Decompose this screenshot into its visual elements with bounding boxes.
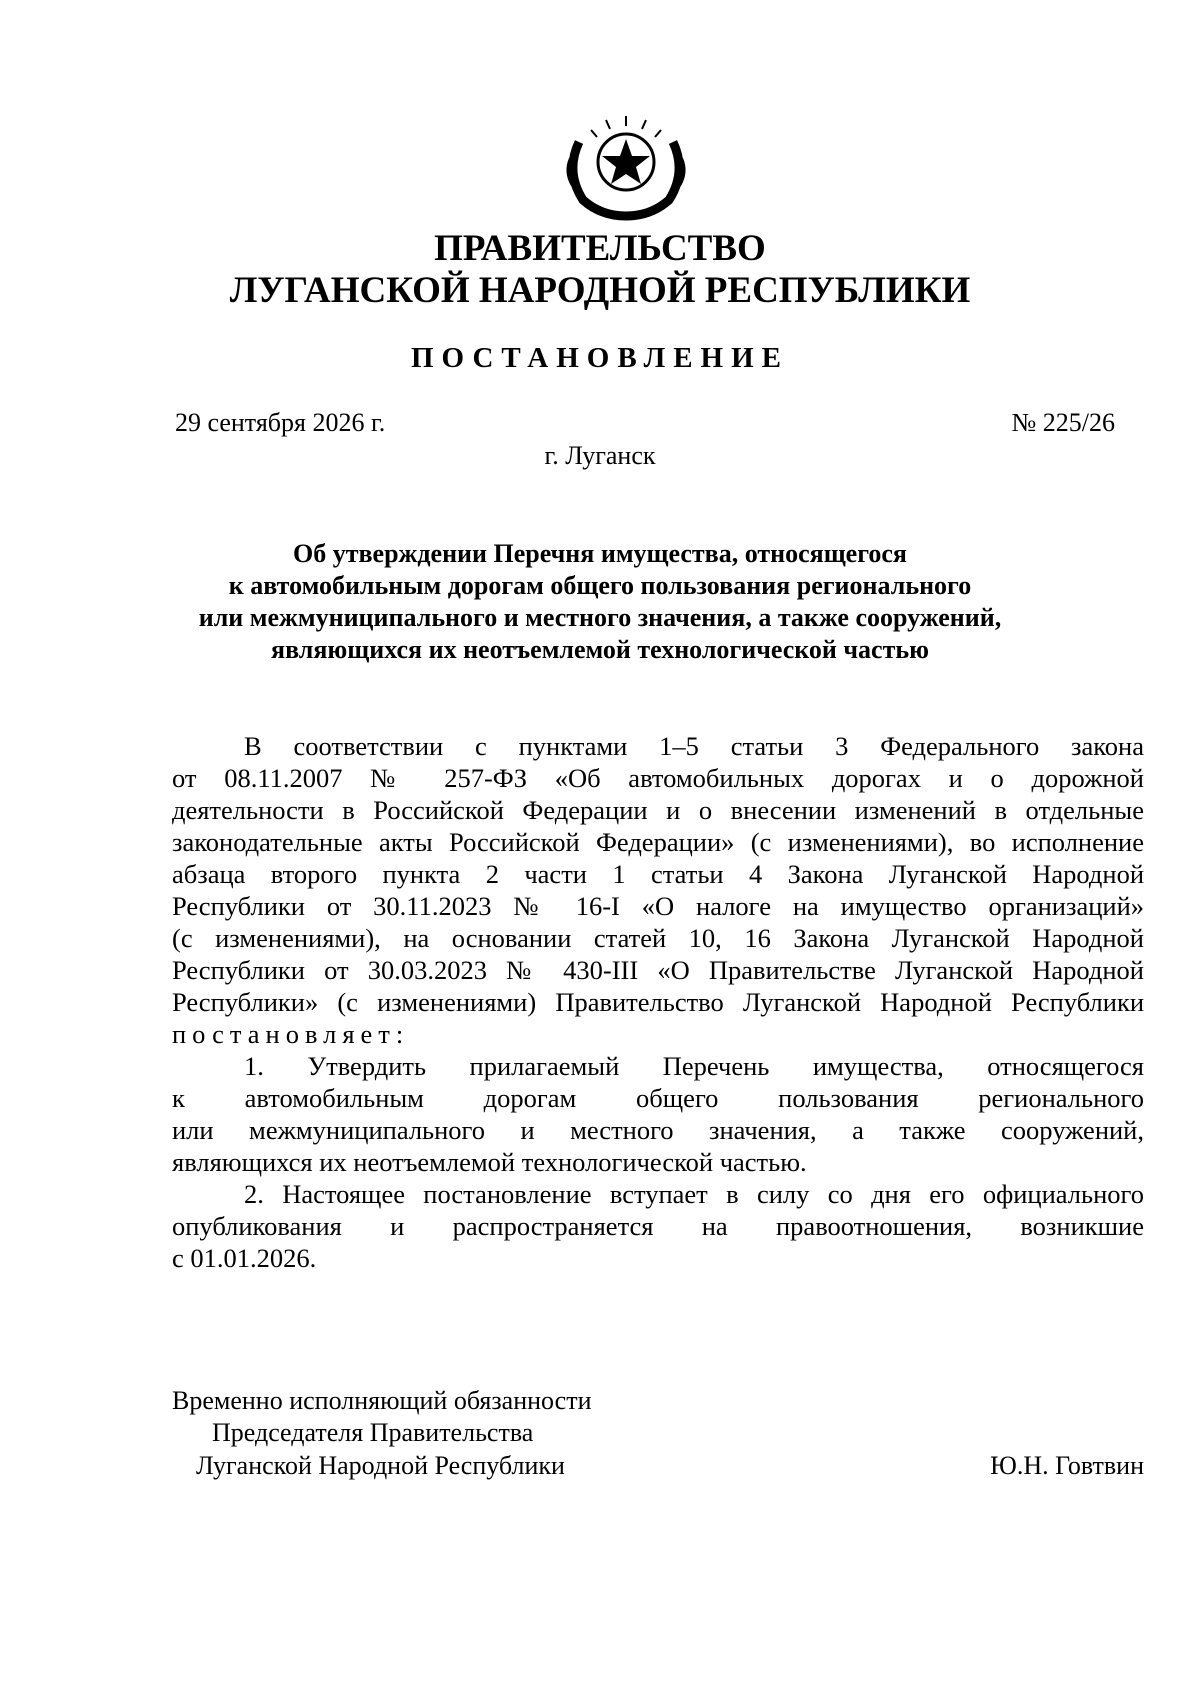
body-line: Республики» (с изменениями) Правительство Луганской Народной Республики [172,987,1144,1017]
body-line: (с изменениями), на основании статей 10, 16 Закона Луганской Народной [172,923,1144,953]
body-line: деятельности в Российской Федерации и о внесении изменений в отдельные [172,795,1144,825]
title-line: к автомобильным дорогам общего пользования регионального [228,571,972,600]
resolution-word: постановляет: [172,1019,410,1049]
body-line: В соответствии с пунктами 1–5 статьи 3 Федерального закона [244,731,1144,761]
body-line: 2. Настоящее постановление вступает в силу со дня его официального [244,1179,1144,1209]
body-line: законодательные акты Российской Федерации» (с изменениями), во исполнение [172,827,1144,857]
title-line: Об утверждении Перечня имущества, относящегося [293,539,907,568]
document-number: № 225/26 [1011,408,1115,437]
signatory-position-line3: Луганской Народной Республики [196,1451,565,1480]
document-city: г. Луганск [544,441,656,470]
body-line: опубликования и распространяется на правоотношения, возникшие [172,1211,1144,1241]
body-line: с 01.01.2026. [172,1243,317,1273]
document-type: ПОСТАНОВЛЕНИЕ [410,342,789,374]
signatory-position-line1: Временно исполняющий обязанности [172,1386,592,1415]
signatory-position-line2: Председателя Правительства [212,1418,534,1447]
body-line: Республики от 30.11.2023 № 16-I «О налоге на имущество организаций» [172,891,1144,921]
title-line: или межмуниципального и местного значения, а также сооружений, [198,603,1002,632]
document-title [150,538,1050,666]
body-line: от 08.11.2007 № 257-ФЗ «Об автомобильных дорогах и о дорожной [172,763,1144,793]
organization-name-line1: ПРАВИТЕЛЬСТВО [434,228,766,269]
signatory-name: Ю.Н. Говтвин [990,1451,1144,1480]
body-line: или межмуниципального и местного значения, а также сооружений, [172,1115,1144,1145]
body-line: являющихся их неотъемлемой технологической частью. [172,1147,807,1177]
body-line: Республики от 30.03.2023 № 430-III «О Правительстве Луганской Народной [172,955,1144,985]
coat-of-arms-emblem-icon [561,112,691,222]
document-date: 29 сентября 2026 г. [175,408,386,437]
organization-name-line2: ЛУГАНСКОЙ НАРОДНОЙ РЕСПУБЛИКИ [229,270,971,311]
body-line: 1. Утвердить прилагаемый Перечень имущества, относящегося [244,1051,1144,1081]
document-body [172,730,1144,1274]
title-line: являющихся их неотъемлемой технологической частью [271,635,929,664]
body-line: к автомобильным дорогам общего пользования регионального [172,1083,1144,1113]
body-line: абзаца второго пункта 2 части 1 статьи 4 Закона Луганской Народной [172,859,1144,889]
